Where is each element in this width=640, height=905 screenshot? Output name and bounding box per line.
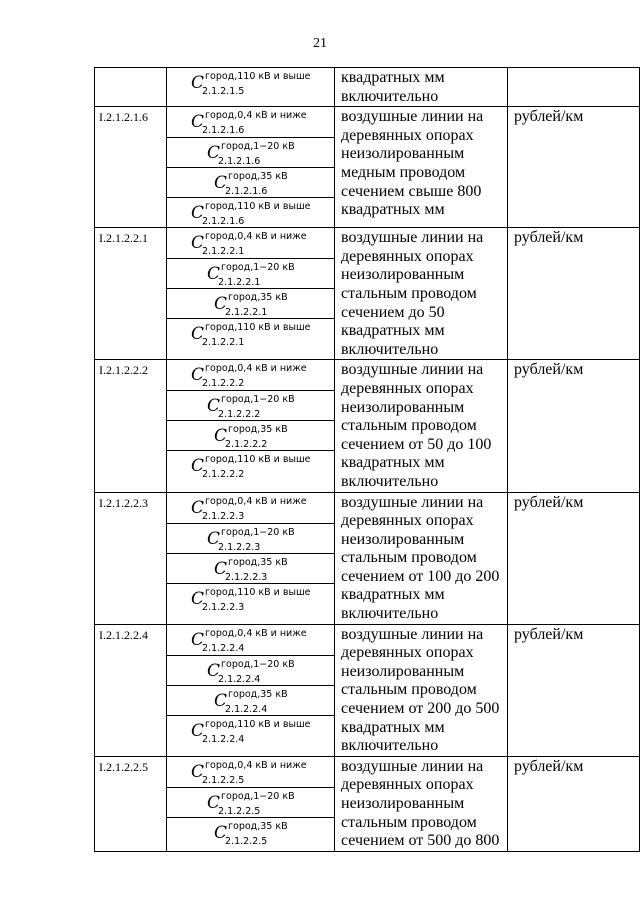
variant-box [167,137,334,167]
formula-subscript: 2.1.2.2.3 [202,510,245,522]
variant-box [167,228,334,258]
formula-superscript: город,35 кВ [228,424,288,436]
variant-box [167,583,334,613]
variant-box [167,107,334,137]
variant-box [167,258,334,288]
table-row [95,756,640,851]
formula-symbol: C [207,264,221,285]
formula-superscript: город,35 кВ [228,292,288,304]
formula-subscript: 2.1.2.2.1 [202,246,245,258]
formula-symbol: C [207,792,221,813]
row-unit: рублей/км [508,756,640,851]
formula-subscript: 2.1.2.2.5 [202,774,245,786]
formula [207,526,295,553]
formula-superscript: город,35 кВ [228,556,288,568]
formula [191,586,311,613]
formula-symbol: C [191,588,205,609]
page-number: 21 [313,36,327,51]
formula [207,261,295,289]
variant-box [167,450,334,480]
formula-subscript: 2.1.2.1.6 [218,156,261,168]
row-unit: рублей/км [508,624,640,756]
row-description: воздушные линии на деревянных опорах неизолированным стальным проводом сечением до 50 квадратных мм включительно [335,228,508,360]
formula-symbol: C [191,203,205,224]
variant-cell [167,492,335,624]
row-unit: рублей/км [508,360,640,492]
formula-superscript: город,110 кВ и выше [205,71,311,82]
formula [191,200,311,228]
formula-symbol: C [214,558,228,579]
variant-box [167,420,334,450]
formula-superscript: город,110 кВ и выше [205,322,311,334]
formula-subscript: 2.1.2.2.3 [202,601,245,613]
variant-box [167,715,334,745]
formula-symbol: C [191,365,205,386]
formula-superscript: город,1−20 кВ [221,141,295,153]
row-description: воздушные линии на деревянных опорах неизолированным стальным проводом сечением от 100 до 200 квадратных мм включительно [335,492,508,624]
formula-symbol: C [191,112,205,133]
formula [214,688,288,715]
formula-superscript: город,0,4 кВ и ниже [205,363,307,375]
row-description: воздушные линии на деревянных опорах неизолированным стальным проводом сечением от 50 до 100 квадратных мм включительно [335,360,508,492]
formula-superscript: город,35 кВ [228,688,288,700]
formula [207,790,295,817]
formula-symbol: C [214,822,228,843]
formula-superscript: город,0,4 кВ и ниже [205,110,307,122]
code-cell [95,68,167,107]
table-row [95,107,640,228]
formula-subscript: 2.1.2.2.2 [202,378,245,390]
formula-subscript: 2.1.2.2.3 [218,541,261,553]
variant-box [167,685,334,715]
formula [191,109,307,137]
row-code: I.2.1.2.1.6 [95,107,167,228]
variant-box [167,360,334,390]
formula-symbol: C [214,173,228,194]
row-unit: рублей/км [508,228,640,360]
formula-subscript: 2.1.2.2.1 [202,337,245,349]
formula-symbol: C [214,690,228,711]
formula-symbol: C [191,73,205,93]
formula-subscript: 2.1.2.2.2 [225,439,268,451]
row-code: I.2.1.2.2.1 [95,228,167,360]
formula [191,321,311,349]
table-row [95,228,640,360]
formula [191,362,307,390]
row-unit: рублей/км [508,107,640,228]
formula-superscript: город,1−20 кВ [221,790,295,802]
variant-box [167,757,334,787]
variant-box [167,817,334,847]
row-description: воздушные линии на деревянных опорах неизолированным медным проводом сечением свыше 800 квадратных мм [335,107,508,228]
variant-cell [167,624,335,756]
formula-subscript: 2.1.2.2.2 [218,409,261,421]
variant-box [167,655,334,685]
variant-box [167,625,334,655]
formula-subscript: 2.1.2.2.5 [218,805,261,817]
formula [191,627,307,654]
formula-superscript: город,0,4 кВ и ниже [205,495,307,507]
variant-cell [167,68,335,107]
table-row [95,68,640,107]
row-description: воздушные линии на деревянных опорах неизолированным стальным проводом сечением от 200 до 500 квадратных мм включительно [335,624,508,756]
variant-box [167,68,334,98]
tariff-table [94,67,640,852]
row-code: I.2.1.2.2.5 [95,756,167,851]
variant-box [167,197,334,227]
formula-superscript: город,110 кВ и выше [205,586,311,598]
variant-cell [167,360,335,492]
formula-subscript: 2.1.2.1.5 [202,86,245,97]
formula-subscript: 2.1.2.2.5 [225,835,268,847]
formula-subscript: 2.1.2.2.4 [202,733,245,745]
tariff-table-body [95,68,640,852]
formula-subscript: 2.1.2.2.4 [218,673,261,685]
table-row [95,492,640,624]
variant-cell [167,107,335,228]
formula [191,230,307,258]
formula-superscript: город,1−20 кВ [221,526,295,538]
formula [191,718,311,745]
formula [214,556,288,583]
formula-superscript: город,0,4 кВ и ниже [205,627,307,639]
formula-symbol: C [191,233,205,254]
formula-symbol: C [191,720,205,741]
table-row [95,360,640,492]
variant-cell [167,228,335,360]
formula [191,495,307,522]
formula-subscript: 2.1.2.2.1 [225,307,268,319]
formula-subscript: 2.1.2.2.2 [202,469,245,481]
formula-superscript: город,35 кВ [228,171,288,183]
variant-box [167,288,334,318]
formula-superscript: город,1−20 кВ [221,658,295,670]
formula-symbol: C [214,426,228,447]
table-row [95,624,640,756]
formula-symbol: C [191,456,205,477]
row-unit: рублей/км [508,492,640,624]
formula-symbol: C [191,497,205,518]
variant-cell [167,756,335,851]
formula [214,423,288,451]
formula-subscript: 2.1.2.1.6 [202,216,245,228]
formula [214,820,288,847]
variant-box [167,318,334,348]
formula-symbol: C [191,324,205,345]
formula-superscript: город,110 кВ и выше [205,201,311,213]
row-code: I.2.1.2.2.3 [95,492,167,624]
formula-subscript: 2.1.2.1.6 [202,125,245,137]
formula-symbol: C [191,761,205,782]
formula-superscript: город,110 кВ и выше [205,454,311,466]
formula-superscript: город,0,4 кВ и ниже [205,759,307,771]
variant-box [167,787,334,817]
formula-subscript: 2.1.2.2.4 [202,642,245,654]
formula-superscript: город,1−20 кВ [221,262,295,274]
formula-symbol: C [207,143,221,164]
variant-box [167,493,334,523]
formula-symbol: C [214,294,228,315]
formula-superscript: город,110 кВ и выше [205,718,311,730]
formula-symbol: C [207,660,221,681]
formula [207,393,295,421]
formula [191,759,307,786]
formula [214,170,288,198]
formula-superscript: город,1−20 кВ [221,394,295,406]
row-code: I.2.1.2.2.2 [95,360,167,492]
formula-symbol: C [207,528,221,549]
formula-subscript: 2.1.2.1.6 [225,186,268,198]
row-description: воздушные линии на деревянных опорах неизолированным стальным проводом сечением от 500 до 800 [335,756,508,851]
variant-box [167,553,334,583]
formula-symbol: C [207,396,221,417]
formula-subscript: 2.1.2.2.4 [225,703,268,715]
description-cell: квадратных мм включительно [335,68,508,107]
formula-subscript: 2.1.2.2.3 [225,571,268,583]
formula [191,70,311,97]
formula-symbol: C [191,629,205,650]
variant-box [167,390,334,420]
row-code: I.2.1.2.2.4 [95,624,167,756]
formula-subscript: 2.1.2.2.1 [218,277,261,289]
variant-box [167,523,334,553]
formula [207,658,295,685]
formula-superscript: город,0,4 кВ и ниже [205,231,307,243]
formula-superscript: город,35 кВ [228,820,288,832]
variant-box [167,167,334,197]
unit-cell [508,68,640,107]
formula [214,291,288,319]
formula [207,140,295,168]
formula [191,453,311,481]
